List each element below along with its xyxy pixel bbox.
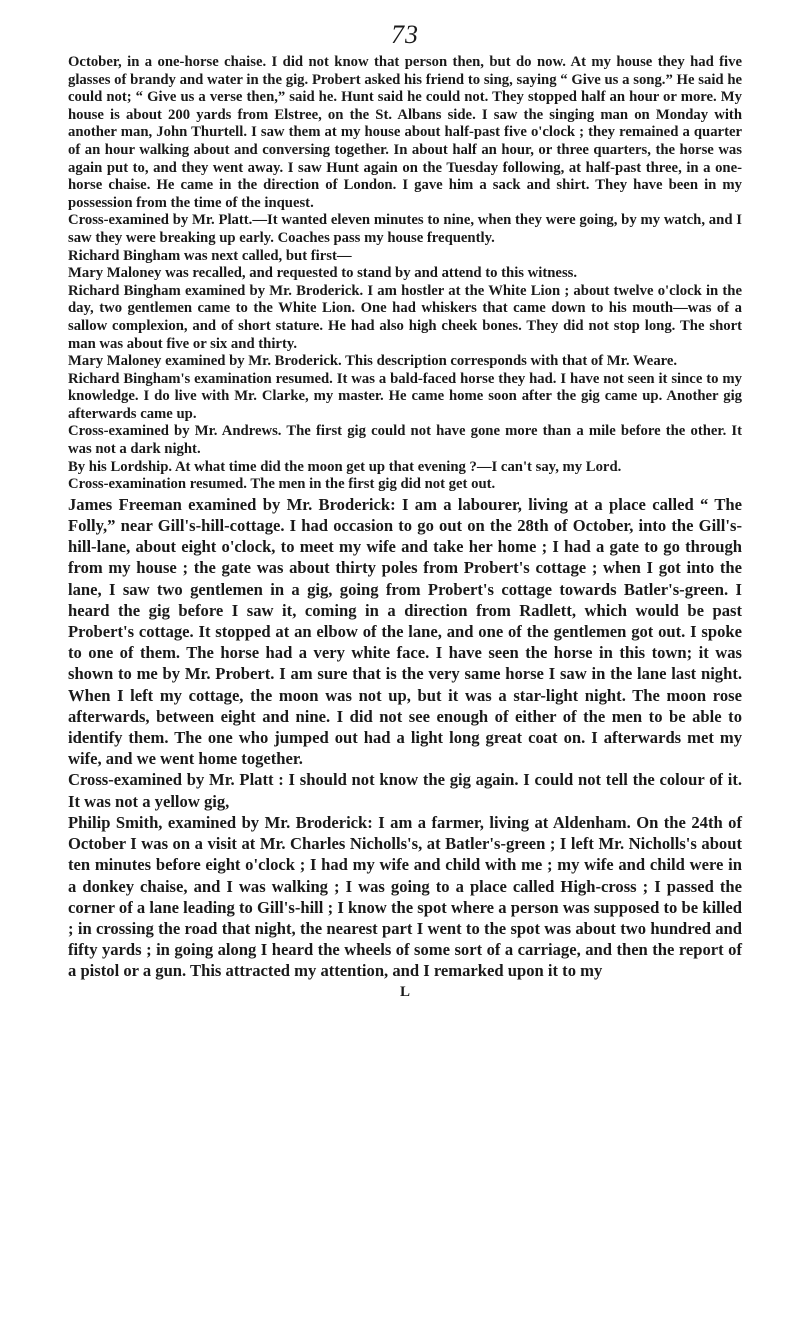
book-page bbox=[68, 20, 742, 1001]
paragraph: Philip Smith, examined by Mr. Broderick: I am a farmer, living at Aldenham. On the 24th of October I was on a visit at Mr. Charles Nicholls's, at Batler's-green ; I left Mr. Nicholls's about ten minutes before eight o'clock ; I had my wife and child with me ; my wife and child were in a donkey chaise, and I was walking ; I was going to a place called High-cross ; I passed the corner of a lane leading to Gill's-hill ; I know the spot where a person was supposed to be killed ; in crossing the road that night, the nearest part I went to the spot was about two hundred and fifty yards ; in going along I heard the wheels of some sort of a carriage, and then the report of a pistol or a gun. This attracted my attention, and I remarked upon it to my bbox=[68, 812, 742, 981]
paragraph: Cross-examination resumed. The men in the first gig did not get out. bbox=[68, 476, 496, 493]
paragraph: By his Lordship. At what time did the moon get up that evening ?—I can't say, my Lord. bbox=[68, 458, 622, 475]
paragraph: October, in a one-horse chaise. I did not know that person then, but do now. At my house they had five glasses of brandy and water in the gig. Probert asked his friend to sing, saying “ Give us a song.” He said he could not; “ Give us a verse then,” said he. Hunt said he could not. They stopped half an hour or more. My house is about 200 yards from Elstree, on the St. Albans side. I saw the singing man on Monday with another man, John Thurtell. I saw them at my house about half-past five o'clock ; they remained a quarter of an hour walking about and conversing together. In about half an hour, or three quarters, the horse was again put to, and they went away. I saw Hunt again on the Tuesday following, at half-past three, in a one-horse chaise. He came in the direction of London. I gave him a sack and shirt. They have been in my possession from the time of the inquest. bbox=[68, 54, 742, 211]
signature-mark: L bbox=[399, 983, 410, 1000]
paragraph: Richard Bingham was next called, but first— bbox=[68, 247, 352, 264]
paragraph: Cross-examined by Mr. Platt.—It wanted eleven minutes to nine, when they were going, by my watch, and I saw they were breaking up early. Coaches pass my house frequently. bbox=[68, 212, 742, 246]
paragraph: Richard Bingham examined by Mr. Broderick. I am hostler at the White Lion ; about twelve o'clock in the day, two gentlemen came to the White Lion. One had whiskers that came down to his mouth—was of a sallow complexion, and of short stature. He had also high cheek bones. They did not stop long. The short man was about five or six and thirty. bbox=[68, 282, 742, 352]
page-number: 73 bbox=[391, 20, 419, 49]
paragraph: James Freeman examined by Mr. Broderick: I am a labourer, living at a place called “ The Folly,” near Gill's-hill-cottage. I had occasion to go out on the 28th of October, into the Gill's-hill-lane, about eight o'clock, to meet my wife and take her home ; I had a gate to go through from my house ; the gate was about thirty poles from Probert's cottage ; when I got into the lane, I saw two gentlemen in a gig, going from Probert's cottage towards Batler's-green. I heard the gig before I saw it, coming in a direction from Radlett, which would be past Probert's cottage. It stopped at an elbow of the lane, and one of the gentlemen got out. I spoke to one of them. The horse had a very white face. I have seen the horse in this town; it was shown to me by Mr. Probert. I am sure that is the very same horse I saw in the lane last night. When I left my cottage, the moon was not up, but it was a star-light night. The moon rose afterwards, between eight and nine. I did not see enough of either of the men to be able to identify them. The one who jumped out had a light long great coat on. I afterwards met my wife, and we went home together. bbox=[68, 494, 742, 769]
paragraph: Mary Maloney examined by Mr. Broderick. This description corresponds with that of Mr. Weare. bbox=[68, 353, 678, 370]
testimony-small-print bbox=[68, 54, 742, 494]
paragraph: Cross-examined by Mr. Platt : I should not know the gig again. I could not tell the colour of it. It was not a yellow gig, bbox=[68, 770, 742, 811]
paragraph: Richard Bingham's examination resumed. It was a bald-faced horse they had. I have not seen it since to my knowledge. I do live with Mr. Clarke, my master. He came home soon after the gig came up. Another gig afterwards came up. bbox=[68, 370, 742, 422]
paragraph: Mary Maloney was recalled, and requested to stand by and attend to this witness. bbox=[68, 265, 578, 282]
testimony-large-print bbox=[68, 494, 742, 982]
paragraph: Cross-examined by Mr. Andrews. The first gig could not have gone more than a mile before the other. It was not a dark night. bbox=[68, 423, 742, 458]
